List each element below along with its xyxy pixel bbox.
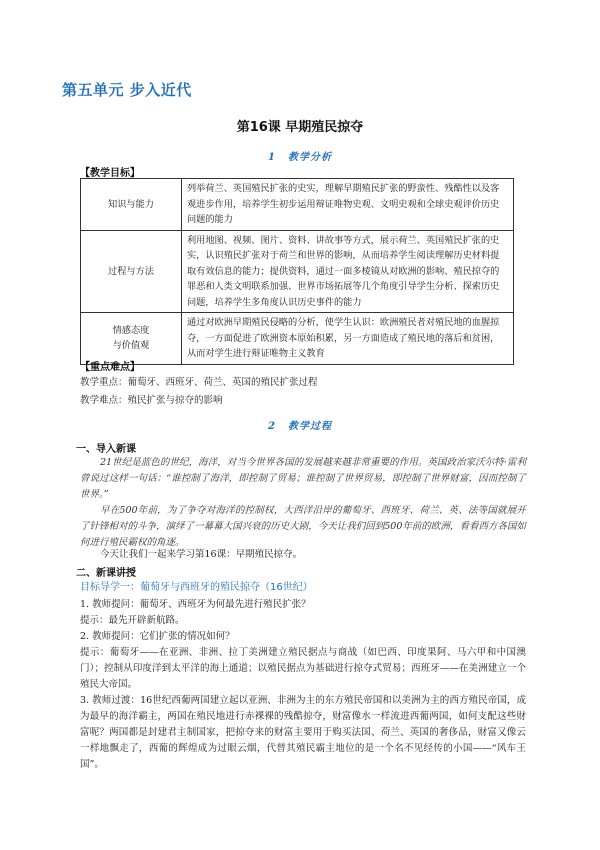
table-row: [81, 179, 514, 231]
goal-heading-1: 目标导学一：葡萄牙与西班牙的殖民掠夺（16世纪）: [80, 582, 313, 593]
intro-paragraph: 今天让我们一起来学习第16课：早期殖民掠夺。: [100, 549, 303, 560]
goal-text: 列举荷兰、英国殖民扩张的史实，理解早期殖民扩张的野蛮性、残酷性以及客观进步作用，培养学生初步运用辩证唯物史观、文明史观和全球史观评价历史问题的能力: [182, 179, 514, 231]
goal-text: 利用地图、视频、图片、资料、讲故事等方式，展示荷兰、英国殖民扩张的史实，认识殖民扩张对于荷兰和世界的影响，从而培养学生阅读理解历史材料提取有效信息的能力；提供资料，通过一面多棱镜从对欧洲的影响、殖民掠夺的罪恶和人类文明联系加强、世界市场拓展等几个角度引导学生分析、探索历史问题，培养学生多角度认识历史事件的能力: [182, 230, 514, 313]
goal-label: 情感态度 与价值观: [81, 313, 182, 365]
key-point-text: 葡萄牙、西班牙、荷兰、英国的殖民扩张过程: [127, 377, 318, 388]
table-row: [81, 313, 514, 365]
intro-paragraph: 早在500年前，为了争夺对海洋的控制权，大西洋沿岸的葡萄牙、西班牙、荷兰、英、法等国就展开了针锋相对的斗争，演绎了一幕幕大国兴衰的历史大剧，今天让我们回到500年前的欧洲，看看西方各国如何进行殖民霸权的角逐。: [80, 505, 526, 548]
goals-table: [80, 178, 514, 365]
goals-heading: 【教学目标】: [80, 168, 140, 179]
question-1: 1. 教师提问：葡萄牙、西班牙为何最先进行殖民扩张？: [80, 599, 311, 610]
key-point-line: [80, 374, 318, 388]
difficult-point-line: [80, 392, 223, 406]
section-heading-process: [0, 417, 600, 432]
section-number: 2: [268, 421, 276, 432]
table-row: [81, 230, 514, 313]
section-heading-analysis: [0, 148, 600, 163]
new-lesson-heading: 二、新课讲授: [76, 568, 136, 579]
section-number: 1: [268, 152, 276, 163]
key-points-heading: 【重点难点】: [80, 362, 140, 373]
unit-title: 第五单元 步入近代: [62, 81, 192, 99]
difficult-point-text: 殖民扩张与掠夺的影响: [127, 395, 223, 406]
goal-text: 通过对欧洲早期殖民侵略的分析，使学生认识：欧洲殖民者对殖民地的血腥掠夺，一方面促进了欧洲资本原始积累，另一方面造成了殖民地的落后和贫困，从而对学生进行辩证唯物主义教育: [182, 313, 514, 365]
section-title: 教学分析: [287, 152, 332, 163]
hint-1: 提示：最先开辟新航路。: [80, 615, 185, 626]
difficult-point-label: 教学难点：: [80, 395, 128, 406]
question-3: 3. 教师过渡：16世纪西葡两国建立起以亚洲、非洲为主的东方殖民帝国和以美洲为主的西方殖民帝国，成为最早的海洋霸主，两国在殖民地进行赤裸裸的残酷掠夺，财富像水一样流进西葡两国，如何支配这些财富呢？两国都是封建君主制国家，把掠夺来的财富主要用于购买法国、荷兰、英国的奢侈品，财富又像云一样地飘走了，西葡的辉煌成为过眼云烟，代替其殖民霸主地位的是一个名不见经传的小国——“风车王国”。: [80, 695, 526, 770]
key-point-label: 教学重点：: [80, 377, 128, 388]
intro-heading: 一、导入新课: [76, 444, 136, 455]
section-title: 教学过程: [287, 421, 332, 432]
goal-label: 过程与方法: [81, 230, 182, 313]
hint-2: 提示：葡萄牙——在亚洲、非洲、拉丁美洲建立殖民据点与商战（如巴西、印度果阿、马六甲和中国澳门）；控制从印度洋到太平洋的海上通道；以殖民据点为基础进行掠夺式贸易；西班牙——在美洲建立一个殖民大帝国。: [80, 647, 526, 690]
intro-paragraph: 21世纪是蓝色的世纪，海洋，对当今世界各国的发展越来越非常重要的作用。英国政治家沃尔特·雷利曾说过这样一句话：“谁控制了海洋，即控制了贸易；谁控制了世界贸易，即控制了世界财富，因而控制了世界。”: [80, 457, 526, 500]
question-2: 2. 教师提问：它们扩张的情况如何？: [80, 631, 235, 642]
goal-label: 知识与能力: [81, 179, 182, 231]
lesson-title: 第16课 早期殖民掠夺: [236, 120, 364, 135]
